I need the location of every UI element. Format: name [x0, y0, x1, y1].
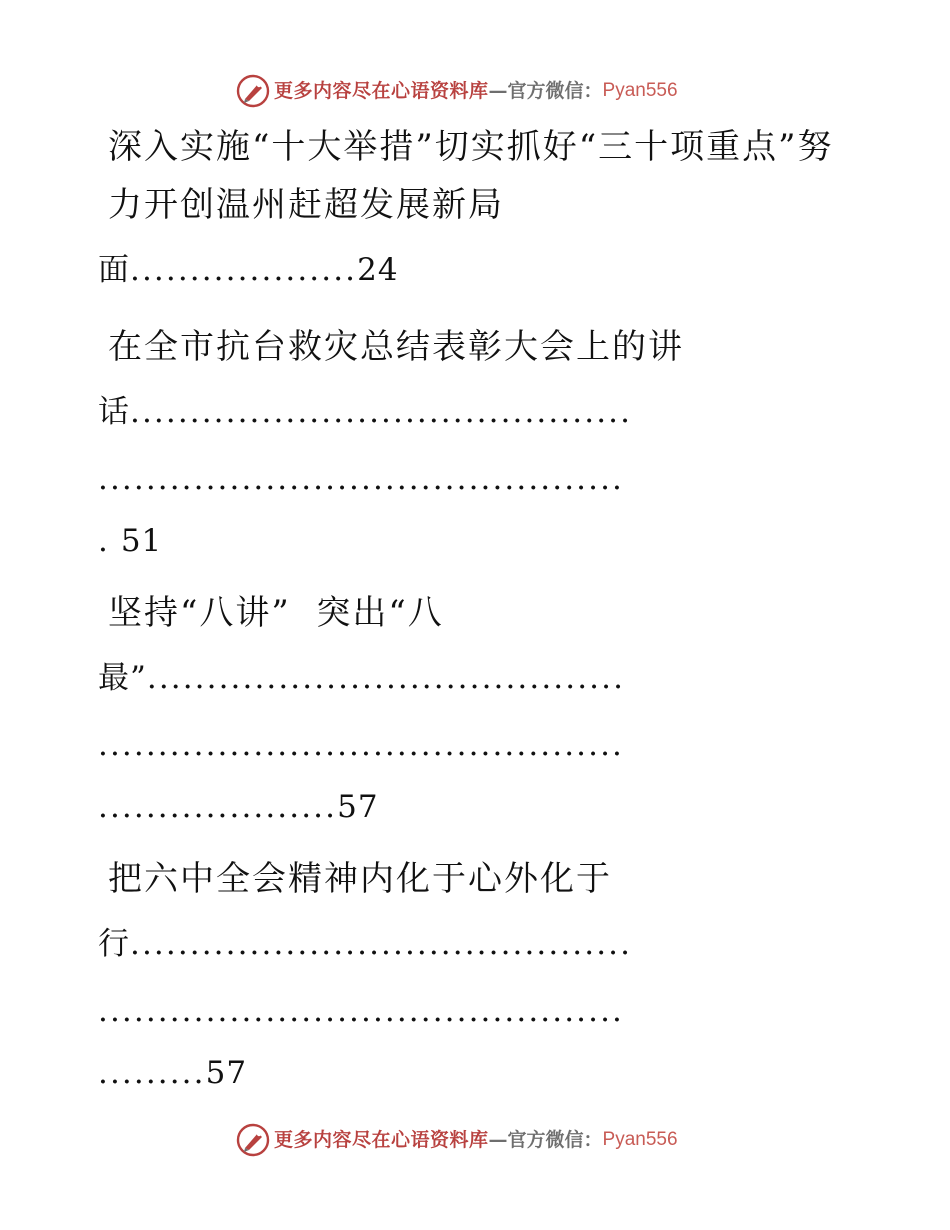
toc-leader-line	[98, 1042, 843, 1104]
toc-leader-dots: ....................	[98, 789, 338, 825]
toc-leader-dots: ............................................	[98, 993, 624, 1029]
toc-leader-dots: ...................	[130, 252, 358, 288]
toc-leader-line	[98, 980, 843, 1042]
watermark-banner-top	[236, 73, 678, 109]
toc-leader-dots: ............................................	[98, 727, 624, 763]
toc-leader-line	[98, 448, 843, 510]
pen-nib-logo-icon	[236, 1123, 270, 1157]
toc-leader-line	[98, 908, 843, 980]
toc-entry	[98, 850, 843, 1104]
toc-page-number: 57	[337, 789, 379, 825]
toc-leader-dots: ........................................	[146, 660, 626, 696]
toc-leader-line	[98, 510, 843, 572]
watermark-text-wechat-id: Pyan556	[602, 80, 678, 101]
toc-entry-lead: 行	[98, 926, 130, 962]
toc-page-number: 51	[120, 523, 163, 559]
watermark-text-main: 更多内容尽在心语资料库	[274, 80, 489, 102]
toc-leader-dots: ..........................................	[130, 394, 633, 430]
watermark-text-wechat-label: —官方微信：	[488, 80, 603, 102]
toc-leader-line	[98, 714, 843, 776]
watermark-text-main: 更多内容尽在心语资料库	[274, 1129, 489, 1151]
toc-entry	[98, 318, 843, 572]
toc-page-number: 57	[205, 1055, 248, 1091]
toc-leader-line	[98, 642, 843, 714]
toc-entry	[98, 118, 843, 306]
toc-leader-dots: .	[98, 523, 110, 559]
toc-entry-title: 深入实施“十大举措”切实抓好“三十项重点”努力开创温州赶超发展新局	[108, 127, 834, 225]
watermark-text-wechat-id: Pyan556	[602, 1129, 678, 1150]
watermark-banner-bottom	[236, 1122, 678, 1158]
toc-page-number: 24	[357, 252, 399, 288]
pen-nib-logo-icon	[236, 74, 270, 108]
table-of-contents	[98, 118, 843, 1104]
toc-entry-lead: 最”	[98, 660, 147, 696]
toc-leader-dots: .........	[98, 1055, 206, 1091]
toc-entry-title: 把六中全会精神内化于心外化于	[108, 859, 612, 899]
toc-leader-dots: ............................................	[98, 461, 624, 497]
toc-entry-title: 在全市抗台救灾总结表彰大会上的讲	[108, 327, 684, 367]
toc-entry-lead: 话	[98, 394, 130, 430]
toc-leader-line	[98, 776, 843, 838]
toc-entry-lead: 面	[98, 252, 130, 288]
toc-leader-line	[98, 376, 843, 448]
toc-entry	[98, 584, 843, 838]
toc-leader-dots: ..........................................	[130, 926, 633, 962]
watermark-text-wechat-label: —官方微信：	[488, 1129, 603, 1151]
toc-entry-title: 坚持“八讲” 突出“八	[108, 593, 444, 633]
toc-leader-line	[98, 234, 843, 306]
